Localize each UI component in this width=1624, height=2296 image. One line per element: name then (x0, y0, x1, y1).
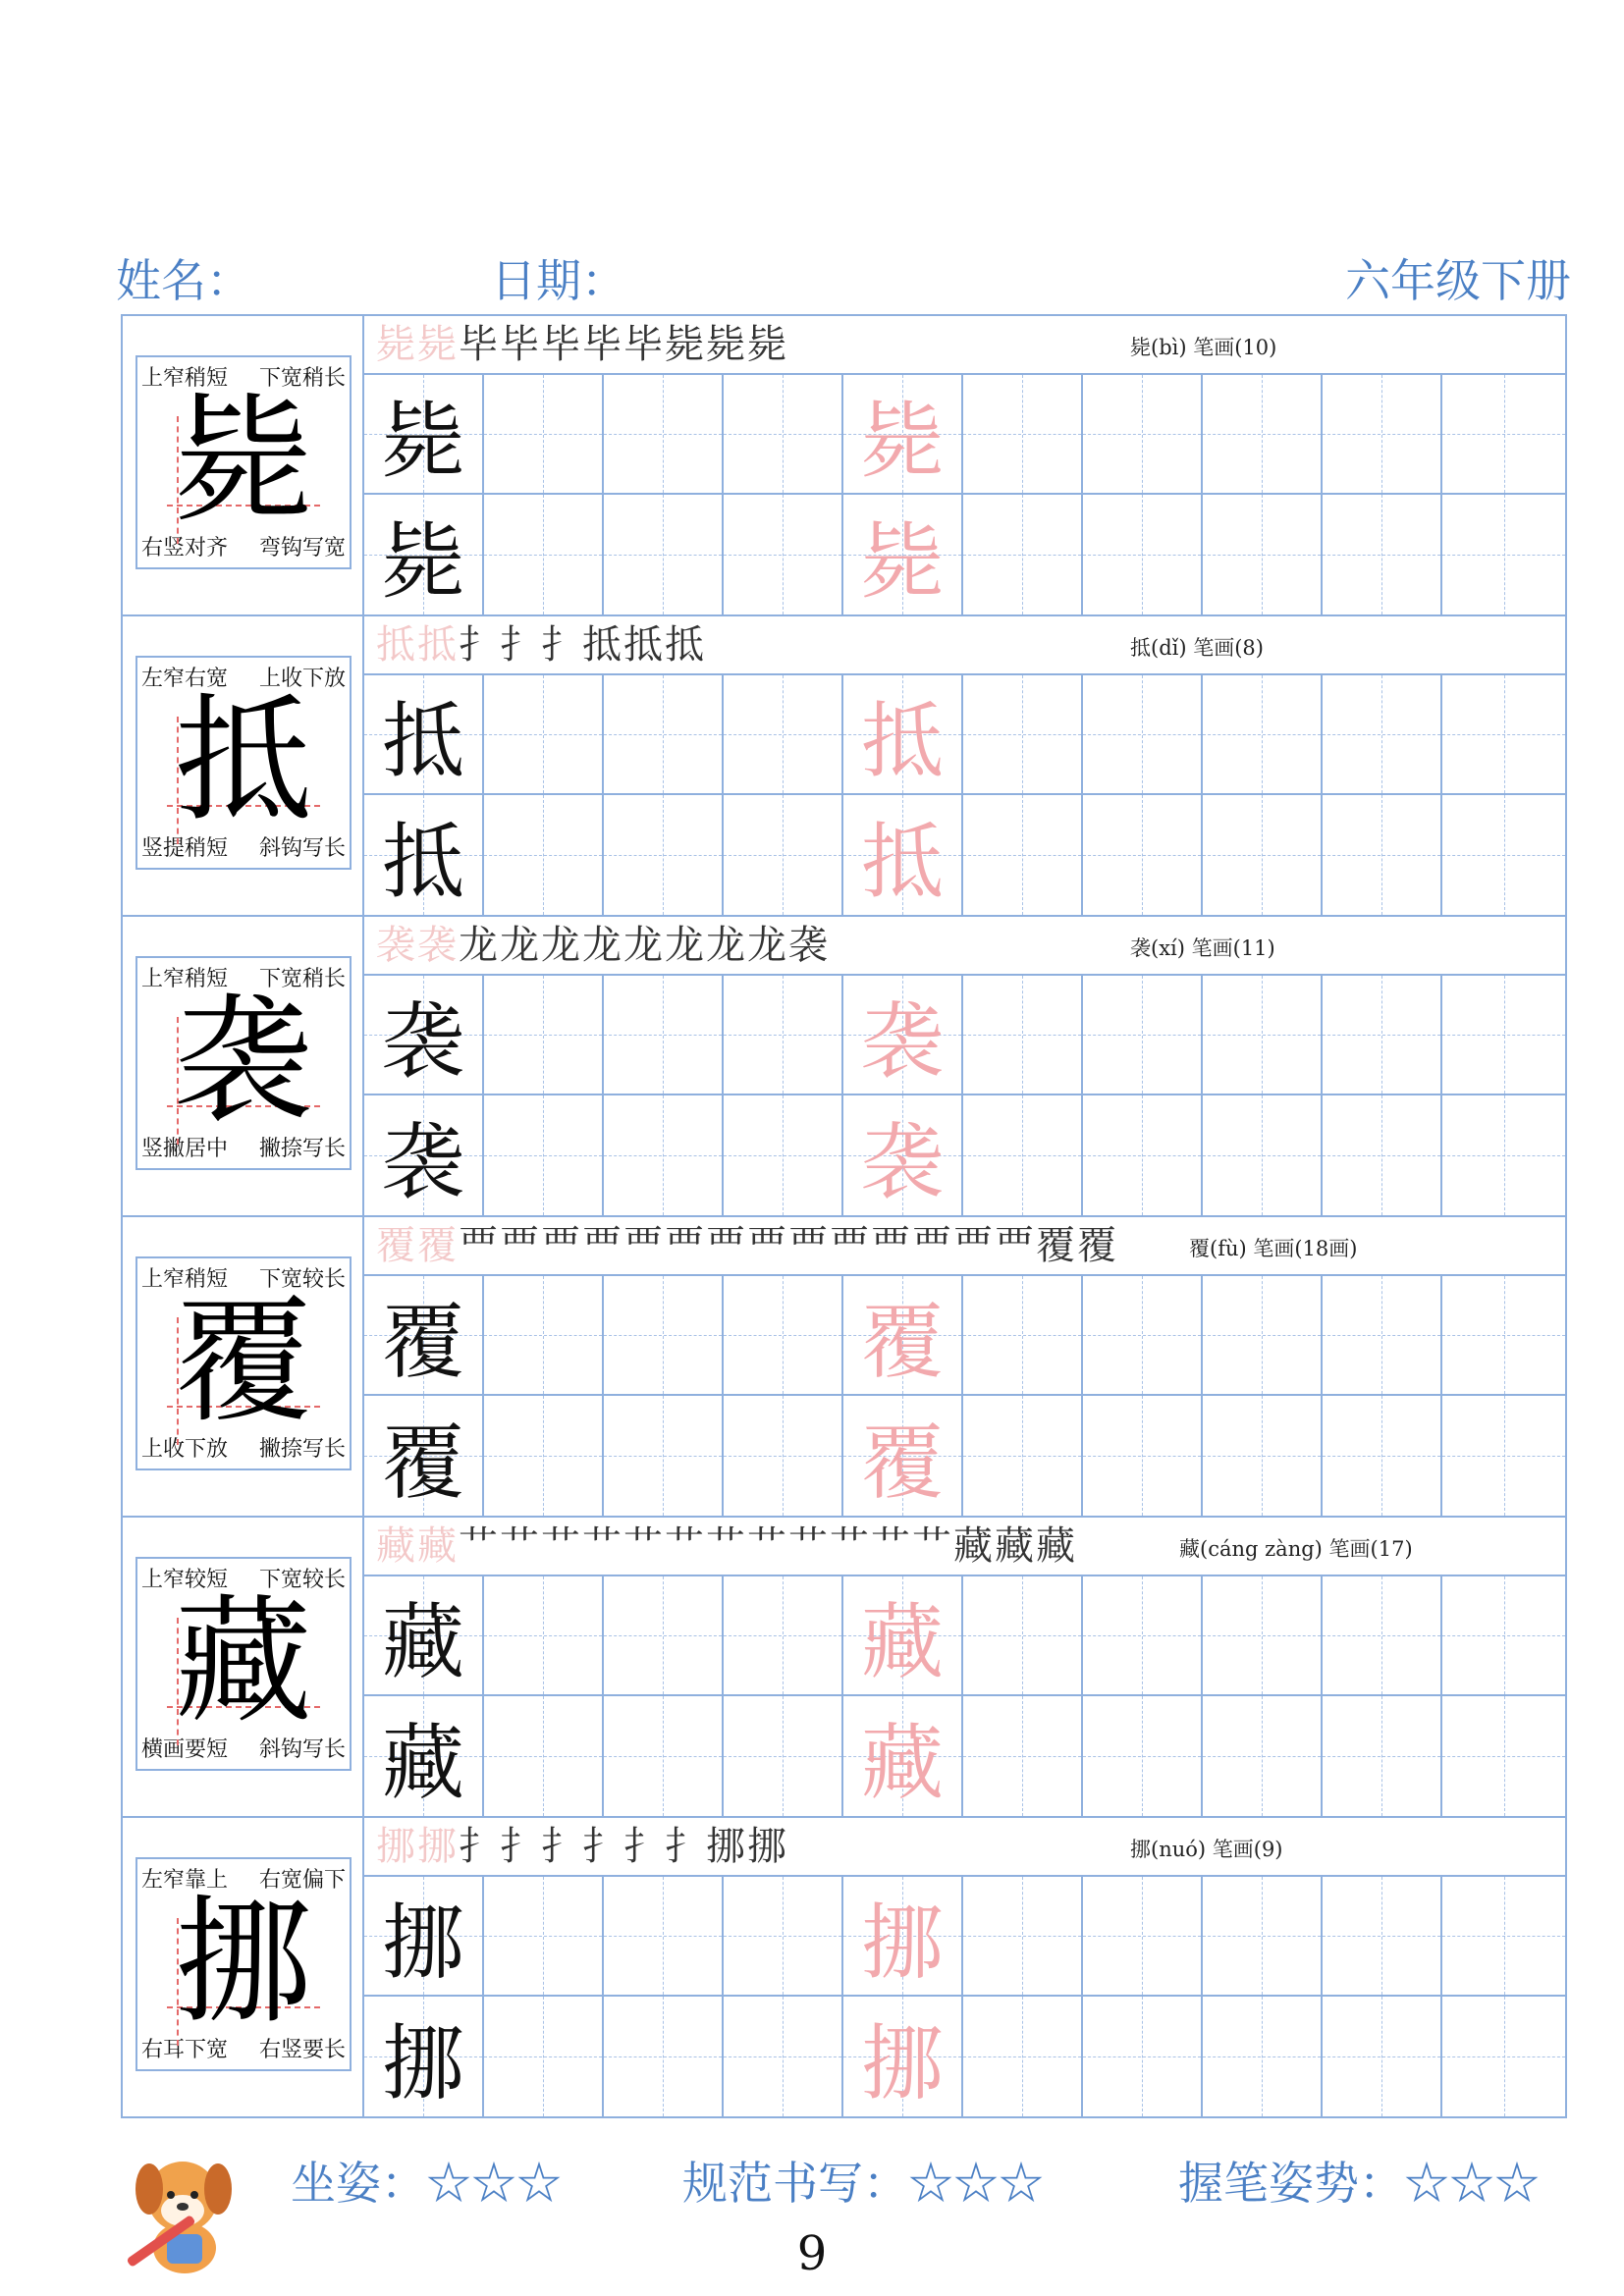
writing-cell[interactable] (724, 1576, 843, 1696)
writing-cell[interactable] (963, 1276, 1083, 1396)
writing-cell[interactable] (1083, 795, 1203, 915)
writing-cell[interactable] (364, 1576, 484, 1696)
practice-sheet (121, 314, 1567, 2118)
writing-cell[interactable] (364, 375, 484, 495)
character-info: 覆(fù) 笔画(18画) (1189, 1237, 1358, 1260)
sitting-rating: 坐姿：☆☆☆ (291, 2157, 562, 2210)
writing-cell[interactable] (1442, 795, 1565, 915)
writing-cell[interactable] (1083, 1276, 1203, 1396)
writing-cell[interactable] (1083, 976, 1203, 1095)
writing-cell[interactable] (724, 1276, 843, 1396)
writing-cell[interactable] (963, 1997, 1083, 2116)
writing-cell[interactable] (604, 1396, 724, 1516)
grade-label: 六年级下册 (1345, 254, 1571, 307)
character-info: 袭(xí) 笔画(11) (1130, 936, 1275, 960)
writing-cell[interactable] (484, 1576, 604, 1696)
sample-character: 藏 (381, 1593, 464, 1690)
writing-cell[interactable] (724, 1095, 843, 1215)
tip-text: 上收下放 (258, 667, 346, 691)
writing-cell[interactable] (604, 1576, 724, 1696)
tip-panel (123, 316, 364, 614)
tip-panel (123, 1518, 364, 1816)
date-label: 日期： (491, 254, 626, 307)
writing-cell[interactable] (843, 1696, 963, 1816)
writing-cell[interactable] (843, 1877, 963, 1997)
sample-character: 袭 (381, 992, 464, 1090)
writing-cell[interactable] (484, 1396, 604, 1516)
writing-cell[interactable] (1442, 375, 1565, 495)
writing-cell[interactable] (364, 1997, 484, 2116)
writing-cell[interactable] (1203, 1997, 1323, 2116)
writing-cell[interactable] (724, 1877, 843, 1997)
tip-text: 左窄右宽 (141, 667, 229, 691)
stroke-steps: 覀覀覀覀覀覀覀覀覀覀覀覀覀覀覆覆 (459, 1223, 1118, 1268)
grip-rating: 握笔姿势：☆☆☆ (1178, 2157, 1540, 2210)
stroke-sequence (376, 1522, 1077, 1571)
writing-cell[interactable] (1203, 976, 1323, 1095)
tip-text: 下宽较长 (258, 1267, 346, 1292)
tip-panel (123, 616, 364, 915)
writing-cell[interactable] (963, 675, 1083, 795)
tip-text: 斜钩写长 (258, 836, 346, 861)
writing-cell[interactable] (1083, 1396, 1203, 1516)
stroke-steps: 毕毕毕毕毕毙毙毙 (459, 322, 788, 367)
writing-cell[interactable] (604, 1997, 724, 2116)
writing-cell[interactable] (604, 1877, 724, 1997)
model-character: 藏 (174, 1582, 312, 1742)
writing-cell[interactable] (484, 1276, 604, 1396)
writing-cell[interactable] (364, 1276, 484, 1396)
writing-cell[interactable] (843, 1095, 963, 1215)
writing-cell[interactable] (843, 375, 963, 495)
writing-cell[interactable] (1083, 1997, 1203, 2116)
writing-cell[interactable] (364, 976, 484, 1095)
stroke-steps: 龙龙龙龙龙龙龙龙袭 (459, 923, 830, 968)
writing-cell[interactable] (1203, 795, 1323, 915)
tip-text: 右宽偏下 (258, 1868, 346, 1893)
writing-cell[interactable] (484, 1696, 604, 1816)
writing-cell[interactable] (1323, 976, 1442, 1095)
writing-cell[interactable] (1083, 675, 1203, 795)
writing-cell[interactable] (963, 1576, 1083, 1696)
stroke-order-strip (364, 1818, 1565, 1877)
tip-text: 上窄稍短 (141, 967, 229, 991)
tip-card (135, 355, 352, 569)
tip-text: 右竖对齐 (141, 536, 229, 561)
sample-character: 毙 (381, 512, 464, 610)
writing-cell[interactable] (963, 1095, 1083, 1215)
sample-character: 挪 (381, 1894, 464, 1991)
writing-cell[interactable] (1442, 495, 1565, 614)
model-character: 挪 (174, 1883, 312, 2043)
writing-cell[interactable] (963, 1877, 1083, 1997)
trace-character: 抵 (860, 813, 944, 910)
tip-text: 下宽稍长 (258, 967, 346, 991)
stroke-ghost: 覆覆 (376, 1223, 459, 1268)
writing-cell[interactable] (604, 1696, 724, 1816)
tip-text: 上窄稍短 (141, 366, 229, 391)
character-info: 藏(cáng zàng) 笔画(17) (1179, 1537, 1413, 1561)
writing-cell[interactable] (1083, 1877, 1203, 1997)
stroke-sequence (376, 320, 788, 369)
tip-text: 弯钩写宽 (258, 536, 346, 561)
tip-text: 下宽稍长 (258, 366, 346, 391)
character-row (123, 616, 1565, 917)
writing-cell[interactable] (1442, 1576, 1565, 1696)
writing-cell[interactable] (1203, 1576, 1323, 1696)
writing-cell[interactable] (724, 675, 843, 795)
character-row (123, 1518, 1565, 1818)
writing-cell[interactable] (1323, 1877, 1442, 1997)
tip-panel (123, 1217, 364, 1516)
writing-cell[interactable] (843, 675, 963, 795)
stroke-ghost: 藏藏 (376, 1523, 459, 1569)
writing-cell[interactable] (364, 1877, 484, 1997)
tip-text: 右耳下宽 (141, 2038, 229, 2062)
trace-character: 毙 (860, 392, 944, 489)
writing-cell[interactable] (1442, 976, 1565, 1095)
writing-cell[interactable] (364, 675, 484, 795)
model-character: 毙 (174, 381, 312, 541)
sample-character: 覆 (381, 1293, 464, 1390)
writing-cell[interactable] (484, 795, 604, 915)
writing-cell[interactable] (724, 1997, 843, 2116)
sample-character: 挪 (381, 2014, 464, 2111)
writing-cell[interactable] (1323, 1997, 1442, 2116)
sample-character: 藏 (381, 1714, 464, 1811)
stroke-sequence (376, 620, 706, 669)
writing-cell[interactable] (1442, 1696, 1565, 1816)
stroke-steps: 扌扌扌扌扌扌挪挪 (459, 1824, 788, 1869)
practice-grid (364, 1276, 1565, 1516)
tip-text: 撇捺写长 (258, 1437, 346, 1462)
writing-cell[interactable] (1203, 1396, 1323, 1516)
writing-cell[interactable] (843, 1396, 963, 1516)
writing-cell[interactable] (843, 1997, 963, 2116)
stroke-order-strip (364, 917, 1565, 976)
writing-cell[interactable] (724, 795, 843, 915)
practice-grid (364, 675, 1565, 915)
writing-cell[interactable] (364, 1696, 484, 1816)
trace-character: 藏 (860, 1593, 944, 1690)
trace-character: 覆 (860, 1414, 944, 1511)
writing-cell[interactable] (484, 1877, 604, 1997)
stroke-order-strip (364, 1217, 1565, 1276)
writing-cell[interactable] (1083, 1095, 1203, 1215)
writing-cell[interactable] (1203, 495, 1323, 614)
practice-grid (364, 375, 1565, 614)
tip-card (135, 1557, 352, 1771)
trace-character: 抵 (860, 692, 944, 789)
tip-text: 撇捺写长 (258, 1137, 346, 1161)
writing-cell[interactable] (1323, 1576, 1442, 1696)
writing-cell[interactable] (1203, 375, 1323, 495)
tip-text: 上窄较短 (141, 1568, 229, 1592)
sample-character: 毙 (381, 392, 464, 489)
name-label: 姓名： (116, 254, 251, 307)
practice-grid (364, 1877, 1565, 2116)
writing-cell[interactable] (963, 1396, 1083, 1516)
character-row (123, 1818, 1565, 2118)
stroke-ghost: 毙毙 (376, 322, 459, 367)
tip-text: 右竖要长 (258, 2038, 346, 2062)
tip-card (135, 656, 352, 870)
writing-cell[interactable] (843, 1576, 963, 1696)
practice-grid (364, 1576, 1565, 1816)
writing-cell[interactable] (364, 1095, 484, 1215)
writing-cell[interactable] (963, 795, 1083, 915)
sample-character: 覆 (381, 1414, 464, 1511)
trace-character: 毙 (860, 512, 944, 610)
writing-cell[interactable] (1323, 1095, 1442, 1215)
writing-rating: 规范书写：☆☆☆ (682, 2157, 1044, 2210)
writing-cell[interactable] (724, 1396, 843, 1516)
tip-text: 下宽较长 (258, 1568, 346, 1592)
writing-cell[interactable] (604, 976, 724, 1095)
stroke-ghost: 抵抵 (376, 622, 459, 667)
writing-cell[interactable] (1323, 1276, 1442, 1396)
character-info: 挪(nuó) 笔画(9) (1130, 1838, 1283, 1861)
writing-cell[interactable] (484, 375, 604, 495)
trace-character: 袭 (860, 992, 944, 1090)
tip-card (135, 1256, 352, 1470)
tip-text: 左窄靠上 (141, 1868, 229, 1893)
writing-cell[interactable] (1203, 1276, 1323, 1396)
writing-cell[interactable] (1083, 1576, 1203, 1696)
tip-text: 上收下放 (141, 1437, 229, 1462)
sample-character: 袭 (381, 1113, 464, 1210)
stroke-sequence (376, 1822, 788, 1871)
model-character: 抵 (174, 681, 312, 841)
writing-cell[interactable] (724, 1696, 843, 1816)
tip-panel (123, 917, 364, 1215)
writing-cell[interactable] (843, 795, 963, 915)
character-row (123, 917, 1565, 1217)
writing-cell[interactable] (1203, 675, 1323, 795)
stroke-ghost: 挪挪 (376, 1824, 459, 1869)
writing-cell[interactable] (843, 495, 963, 614)
stroke-steps: 艹艹艹艹艹艹艹艹艹艹艹艹藏藏藏 (459, 1523, 1077, 1569)
writing-cell[interactable] (1442, 1095, 1565, 1215)
writing-cell[interactable] (1323, 375, 1442, 495)
trace-character: 覆 (860, 1293, 944, 1390)
writing-cell[interactable] (963, 1696, 1083, 1816)
writing-cell[interactable] (604, 495, 724, 614)
stroke-order-strip (364, 616, 1565, 675)
writing-cell[interactable] (1203, 1095, 1323, 1215)
character-row (123, 316, 1565, 616)
writing-cell[interactable] (724, 495, 843, 614)
writing-cell[interactable] (484, 1997, 604, 2116)
writing-cell[interactable] (1323, 1696, 1442, 1816)
writing-cell[interactable] (1323, 1396, 1442, 1516)
writing-cell[interactable] (604, 795, 724, 915)
writing-cell[interactable] (1323, 795, 1442, 915)
tip-text: 横画要短 (141, 1737, 229, 1762)
tip-text: 竖提稍短 (141, 836, 229, 861)
writing-cell[interactable] (364, 1396, 484, 1516)
character-info: 毙(bì) 笔画(10) (1130, 336, 1277, 359)
trace-character: 袭 (860, 1113, 944, 1210)
writing-cell[interactable] (484, 495, 604, 614)
tip-text: 竖撇居中 (141, 1137, 229, 1161)
writing-cell[interactable] (484, 675, 604, 795)
writing-cell[interactable] (604, 675, 724, 795)
character-row (123, 1217, 1565, 1518)
page-number: 9 (796, 2226, 828, 2281)
writing-cell[interactable] (1442, 1396, 1565, 1516)
stroke-ghost: 袭袭 (376, 923, 459, 968)
writing-cell[interactable] (1442, 1877, 1565, 1997)
writing-cell[interactable] (963, 495, 1083, 614)
writing-cell[interactable] (604, 375, 724, 495)
writing-cell[interactable] (364, 795, 484, 915)
writing-cell[interactable] (1323, 495, 1442, 614)
writing-cell[interactable] (364, 495, 484, 614)
character-info: 抵(dǐ) 笔画(8) (1130, 636, 1264, 660)
practice-grid (364, 976, 1565, 1215)
writing-cell[interactable] (724, 375, 843, 495)
writing-cell[interactable] (604, 1276, 724, 1396)
trace-character: 挪 (860, 2014, 944, 2111)
sample-character: 抵 (381, 692, 464, 789)
writing-cell[interactable] (484, 976, 604, 1095)
writing-cell[interactable] (1203, 1696, 1323, 1816)
writing-cell[interactable] (963, 375, 1083, 495)
writing-cell[interactable] (1083, 375, 1203, 495)
writing-cell[interactable] (1203, 1877, 1323, 1997)
tip-card (135, 1857, 352, 2071)
sample-character: 抵 (381, 813, 464, 910)
model-character: 覆 (174, 1282, 312, 1442)
writing-cell[interactable] (1083, 495, 1203, 614)
tip-text: 斜钩写长 (258, 1737, 346, 1762)
trace-character: 挪 (860, 1894, 944, 1991)
writing-cell[interactable] (843, 976, 963, 1095)
stroke-sequence (376, 1221, 1118, 1270)
writing-cell[interactable] (843, 1276, 963, 1396)
writing-cell[interactable] (1442, 1997, 1565, 2116)
writing-cell[interactable] (1323, 675, 1442, 795)
stroke-order-strip (364, 316, 1565, 375)
writing-cell[interactable] (724, 976, 843, 1095)
writing-cell[interactable] (484, 1095, 604, 1215)
writing-cell[interactable] (1083, 1696, 1203, 1816)
writing-cell[interactable] (604, 1095, 724, 1215)
writing-cell[interactable] (1442, 675, 1565, 795)
stroke-order-strip (364, 1518, 1565, 1576)
writing-cell[interactable] (1442, 1276, 1565, 1396)
stroke-steps: 扌扌扌抵抵抵 (459, 622, 706, 667)
trace-character: 藏 (860, 1714, 944, 1811)
writing-cell[interactable] (963, 976, 1083, 1095)
stroke-sequence (376, 921, 830, 970)
tip-panel (123, 1818, 364, 2118)
tip-text: 上窄稍短 (141, 1267, 229, 1292)
model-character: 袭 (174, 982, 312, 1142)
tip-card (135, 956, 352, 1170)
